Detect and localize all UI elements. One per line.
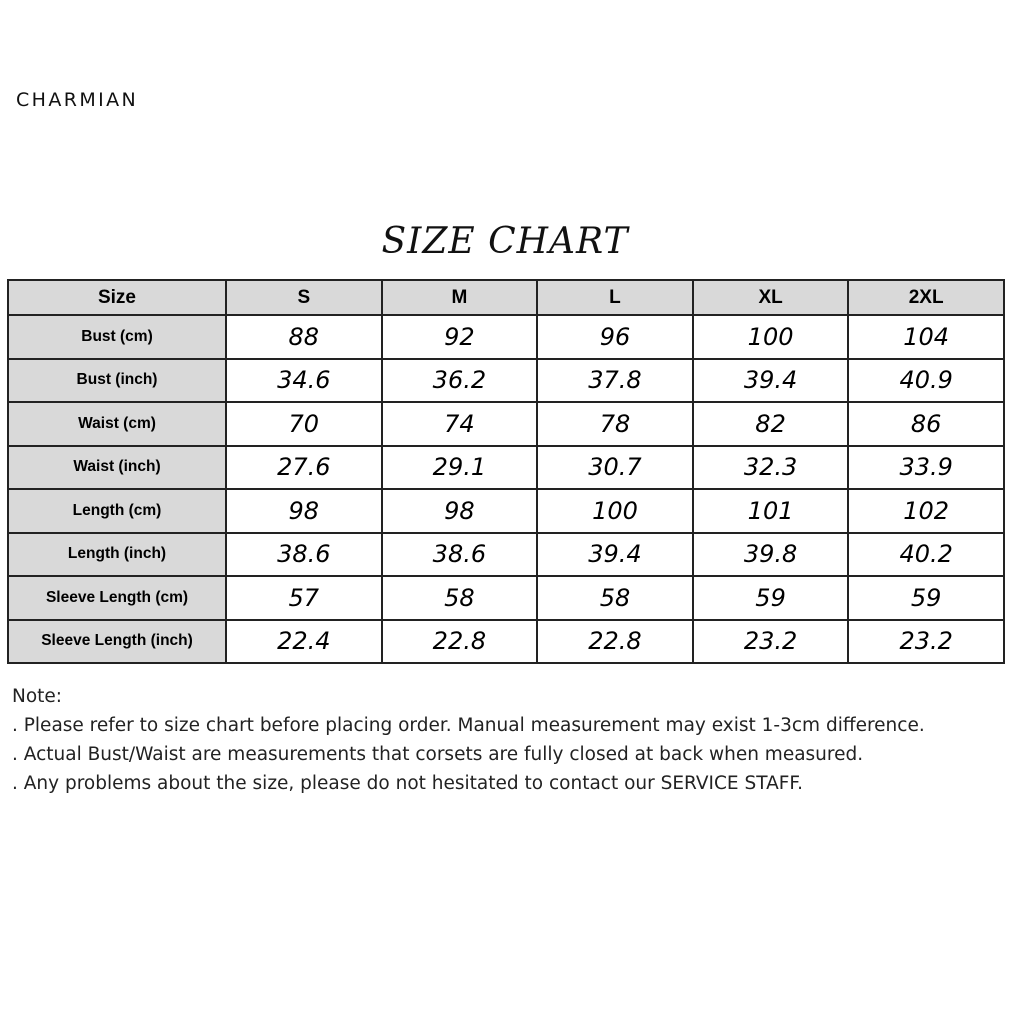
table-cell: 22.4 [226,620,382,664]
row-label: Waist (inch) [8,446,226,490]
table-cell: 88 [226,315,382,359]
table-cell: 38.6 [382,533,538,577]
note-line: . Actual Bust/Waist are measurements that corsets are fully closed at back when measured. [12,744,864,765]
page-title: SIZE CHART [381,221,629,262]
size-chart-table [7,279,1005,664]
row-label: Length (inch) [8,533,226,577]
table-cell: 78 [537,402,693,446]
column-header: Size [8,280,226,315]
table-cell: 40.9 [848,359,1004,403]
table-row [8,620,1004,664]
table-row [8,576,1004,620]
table-cell: 36.2 [382,359,538,403]
table-cell: 104 [848,315,1004,359]
table-cell: 37.8 [537,359,693,403]
table-cell: 39.4 [693,359,849,403]
row-label: Waist (cm) [8,402,226,446]
table-cell: 22.8 [537,620,693,664]
table-cell: 98 [382,489,538,533]
table-cell: 34.6 [226,359,382,403]
table-cell: 58 [382,576,538,620]
note-line: . Any problems about the size, please do not hesitated to contact our SERVICE STAFF. [12,773,803,794]
table-cell: 70 [226,402,382,446]
table-row [8,446,1004,490]
column-header: M [382,280,538,315]
table-cell: 22.8 [382,620,538,664]
table-cell: 23.2 [693,620,849,664]
table-cell: 100 [537,489,693,533]
table-cell: 101 [693,489,849,533]
table-cell: 59 [848,576,1004,620]
table-row [8,402,1004,446]
table-cell: 39.8 [693,533,849,577]
table-cell: 59 [693,576,849,620]
column-header: 2XL [848,280,1004,315]
table-cell: 102 [848,489,1004,533]
table-cell: 58 [537,576,693,620]
table-cell: 32.3 [693,446,849,490]
table-cell: 98 [226,489,382,533]
table-row [8,533,1004,577]
column-header: XL [693,280,849,315]
table-cell: 86 [848,402,1004,446]
table-cell: 38.6 [226,533,382,577]
table-cell: 29.1 [382,446,538,490]
table-cell: 27.6 [226,446,382,490]
table-cell: 40.2 [848,533,1004,577]
table-cell: 100 [693,315,849,359]
table-row [8,489,1004,533]
table-row [8,359,1004,403]
row-label: Sleeve Length (cm) [8,576,226,620]
table-cell: 74 [382,402,538,446]
table-header-row [8,280,1004,315]
brand-logo-text: CHARMIAN [16,89,139,111]
note-line: . Please refer to size chart before placing order. Manual measurement may exist 1-3cm difference. [12,715,925,736]
table-cell: 33.9 [848,446,1004,490]
table-cell: 23.2 [848,620,1004,664]
table-row [8,315,1004,359]
table-cell: 96 [537,315,693,359]
column-header: L [537,280,693,315]
row-label: Sleeve Length (inch) [8,620,226,664]
table-cell: 30.7 [537,446,693,490]
table-cell: 39.4 [537,533,693,577]
notes-section [12,682,925,798]
table-cell: 92 [382,315,538,359]
table-cell: 57 [226,576,382,620]
row-label: Bust (inch) [8,359,226,403]
column-header: S [226,280,382,315]
notes-heading: Note: [12,686,63,707]
table-cell: 82 [693,402,849,446]
row-label: Bust (cm) [8,315,226,359]
row-label: Length (cm) [8,489,226,533]
